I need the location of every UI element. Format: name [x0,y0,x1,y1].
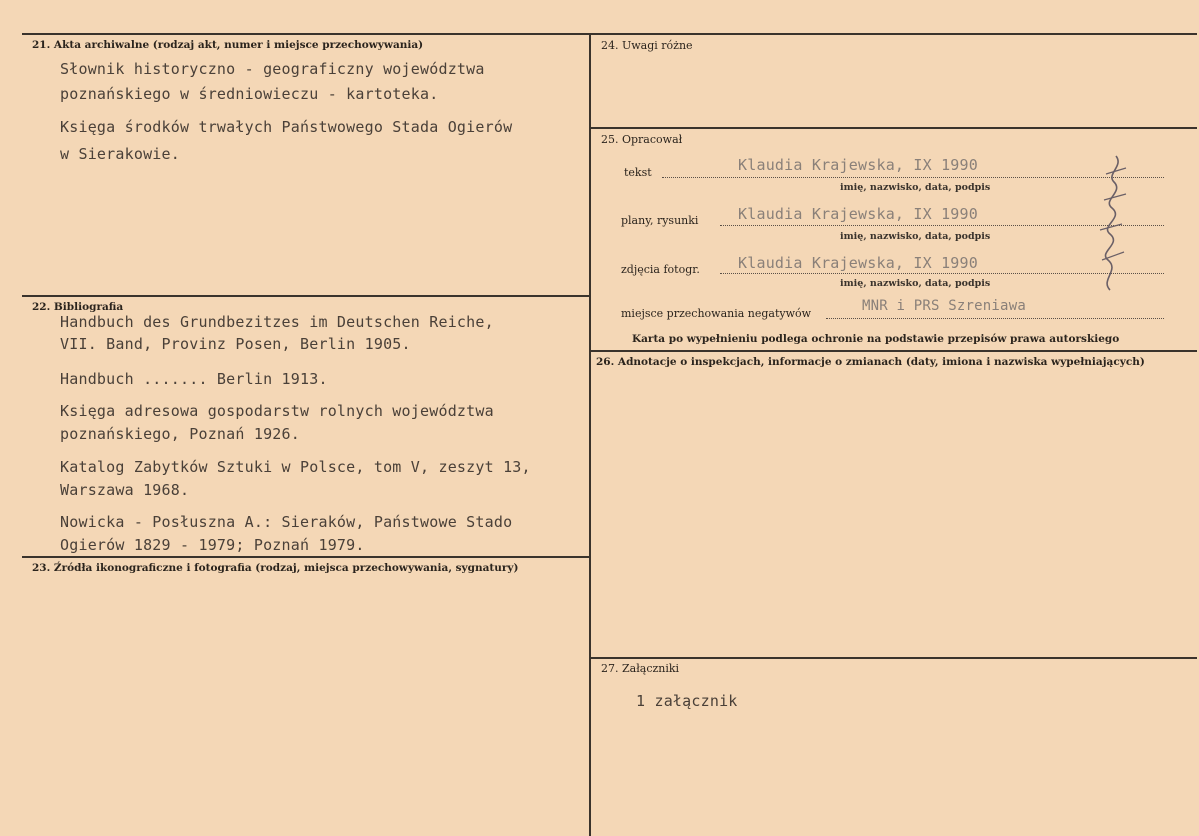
bibliography-line-2: VII. Band, Provinz Posen, Berlin 1905. [60,335,411,353]
section-21-line-3: Księga środków trwałych Państwowego Stada Ogierów [60,118,513,136]
bibliography-line-4: Księga adresowa gospodarstw rolnych województwa [60,402,494,420]
plany-label: plany, rysunki [621,214,699,227]
negatywy-value: MNR i PRS Szreniawa [862,298,1026,314]
bibliography-line-6: Katalog Zabytków Sztuki w Polsce, tom V, zeszyt 13, [60,458,531,476]
zdjecia-value: Klaudia Krajewska, IX 1990 [738,254,978,272]
bibliography-line-3: Handbuch ....... Berlin 1913. [60,370,328,388]
bibliography-line-1: Handbuch des Grundbezitzes im Deutschen Reiche, [60,313,494,331]
attachments-value: 1 załącznik [636,692,738,710]
zdjecia-label: zdjęcia fotogr. [621,263,700,276]
zdjecia-caption: imię, nazwisko, data, podpis [840,278,991,289]
copyright-notice: Karta po wypełnieniu podlega ochronie na podstawie przepisów prawa autorskiego [632,333,1120,345]
negatywy-label: miejsce przechowania negatywów [621,307,812,320]
center-divider [589,33,591,836]
plany-value: Klaudia Krajewska, IX 1990 [738,205,978,223]
section-21-line-1: Słownik historyczno - geograficzny województwa [60,60,485,78]
handwritten-signature [1080,140,1140,300]
section-21-line-2: poznańskiego w średniowieczu - kartoteka. [60,85,439,103]
bibliography-line-5: poznańskiego, Poznań 1926. [60,425,300,443]
section-21-line-4: w Sierakowie. [60,145,180,163]
bibliography-line-9: Ogierów 1829 - 1979; Poznań 1979. [60,536,365,554]
divider-22-23 [22,556,590,558]
bibliography-line-8: Nowicka - Posłuszna A.: Sieraków, Państwowe Stado [60,513,513,531]
section-22-label: 22. Bibliografia [32,301,124,313]
divider-21-22 [22,295,590,297]
tekst-caption: imię, nazwisko, data, podpis [840,182,991,193]
bibliography-line-7: Warszawa 1968. [60,481,190,499]
negatywy-dotline [826,318,1164,319]
section-27-label: 27. Załączniki [601,662,680,675]
section-23-label: 23. Źródła ikonograficzne i fotografia (rodzaj, miejsca przechowywania, sygnatury) [32,562,519,574]
section-21-label: 21. Akta archiwalne (rodzaj akt, numer i miejsce przechowywania) [32,39,424,51]
tekst-value: Klaudia Krajewska, IX 1990 [738,156,978,174]
divider-26-27 [590,657,1197,659]
section-25-label: 25. Opracował [601,133,683,146]
section-26-label: 26. Adnotacje o inspekcjach, informacje o zmianach (daty, imiona i nazwiska wypełniających) [596,356,1145,368]
top-border [22,33,1197,35]
divider-24-25 [590,127,1197,129]
plany-caption: imię, nazwisko, data, podpis [840,231,991,242]
divider-25-26 [590,350,1197,352]
tekst-label: tekst [624,166,652,179]
section-24-label: 24. Uwagi różne [601,39,693,52]
